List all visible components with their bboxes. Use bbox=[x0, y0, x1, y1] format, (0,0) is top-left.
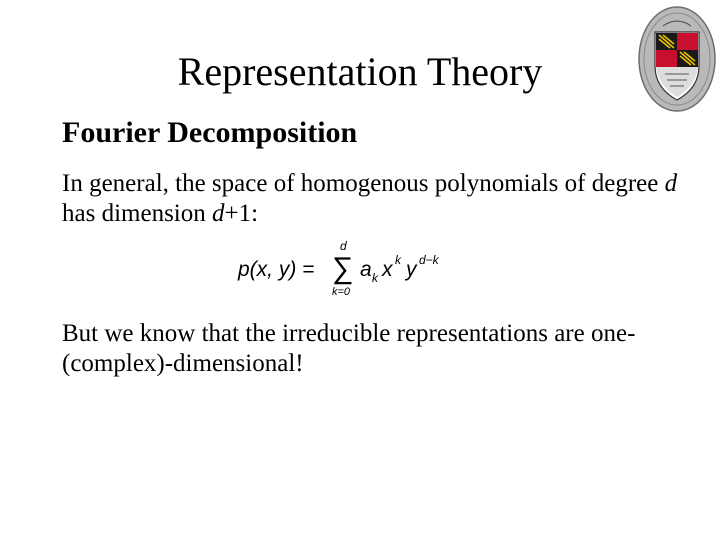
variable-x: x bbox=[382, 258, 393, 281]
variable-d: d bbox=[664, 170, 678, 197]
section-heading: Fourier Decomposition bbox=[62, 116, 358, 149]
polynomial-formula bbox=[236, 236, 466, 300]
coefficient-subscript: k bbox=[372, 271, 378, 285]
sum-upper-limit: d bbox=[340, 239, 347, 253]
variable-y: y bbox=[406, 258, 417, 281]
formula-lhs: p(x, y) = bbox=[238, 258, 315, 281]
coefficient-a: a bbox=[360, 258, 372, 281]
paragraph-irreducible: But we know that the irreducible representations are one-(complex)-dimensional! bbox=[62, 320, 636, 377]
paragraph-dimension bbox=[62, 169, 702, 229]
x-exponent: k bbox=[395, 253, 401, 267]
university-seal-logo bbox=[637, 4, 717, 114]
sum-symbol: ∑ bbox=[332, 252, 354, 285]
slide-title: Representation Theory bbox=[177, 49, 543, 94]
paragraph-text: +1: bbox=[224, 200, 259, 227]
variable-d: d bbox=[212, 200, 225, 227]
sum-lower-limit: k=0 bbox=[332, 286, 351, 298]
paragraph-text: In general, the space of homogenous polynomials of degree bbox=[62, 170, 665, 197]
y-exponent: d−k bbox=[419, 253, 439, 267]
paragraph-text: has dimension bbox=[62, 200, 212, 227]
